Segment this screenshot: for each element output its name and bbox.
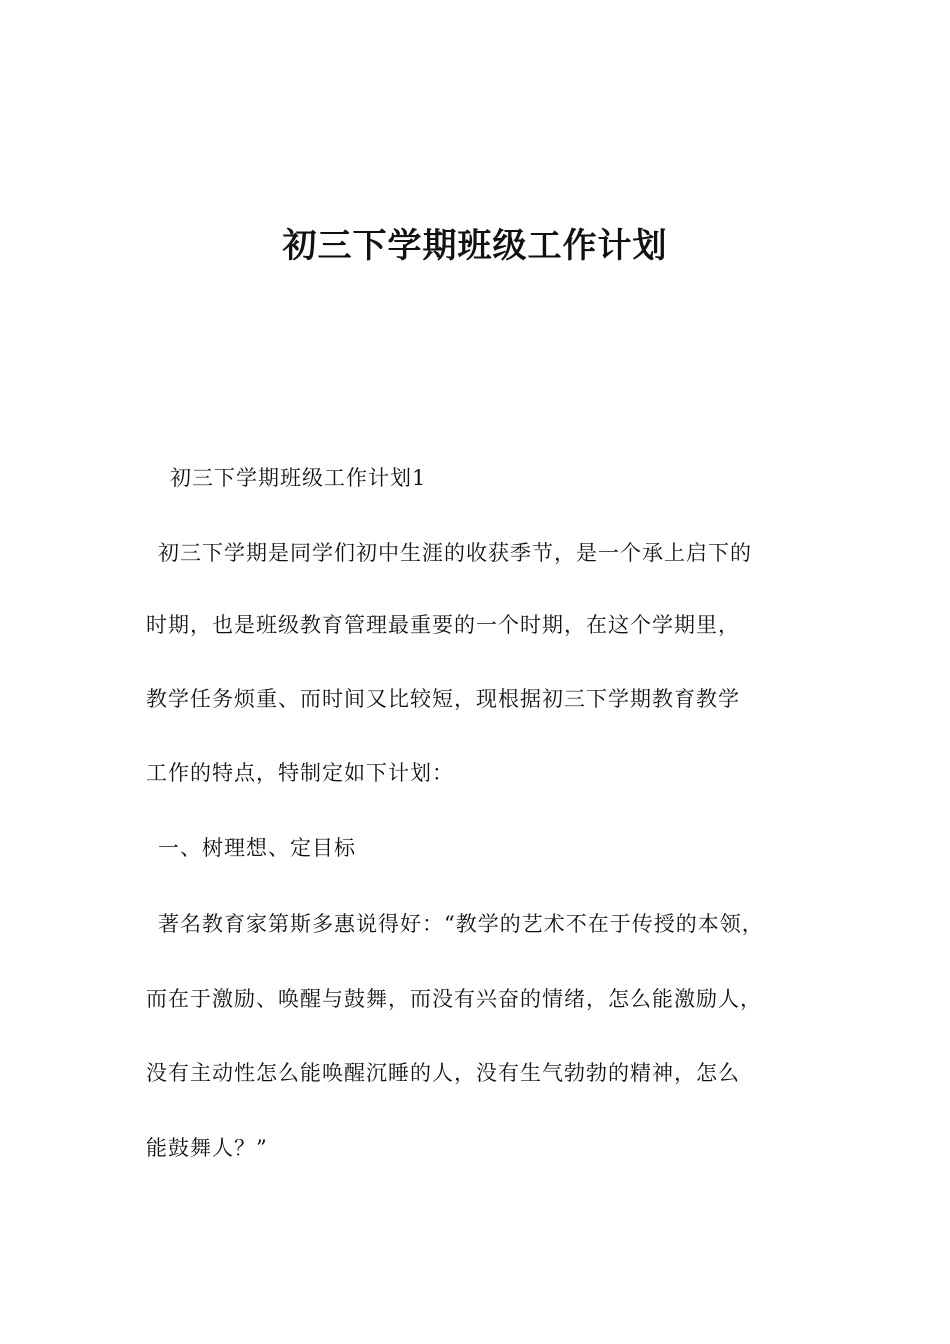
paragraph-line: 工作的特点，特制定如下计划： (146, 761, 454, 785)
paragraph-line: 而在于激励、唤醒与鼓舞，而没有兴奋的情绪，怎么能激励人， (146, 987, 762, 1011)
paragraph-line: 教学任务烦重、而时间又比较短，现根据初三下学期教育教学 (146, 687, 740, 711)
paragraph-line: 初三下学期是同学们初中生涯的收获季节，是一个承上启下的 (158, 541, 752, 565)
paragraph-line: 著名教育家第斯多惠说得好：“教学的艺术不在于传授的本领， (158, 912, 764, 936)
paragraph-line: 没有主动性怎么能唤醒沉睡的人，没有生气勃勃的精神，怎么 (146, 1061, 740, 1085)
section-subtitle: 初三下学期班级工作计划1 (170, 466, 427, 490)
paragraph-line: 能鼓舞人？” (146, 1136, 268, 1160)
section-heading: 一、树理想、定目标 (158, 836, 356, 860)
paragraph-line: 时期，也是班级教育管理最重要的一个时期，在这个学期里， (146, 613, 740, 637)
document-title: 初三下学期班级工作计划 (282, 226, 668, 266)
